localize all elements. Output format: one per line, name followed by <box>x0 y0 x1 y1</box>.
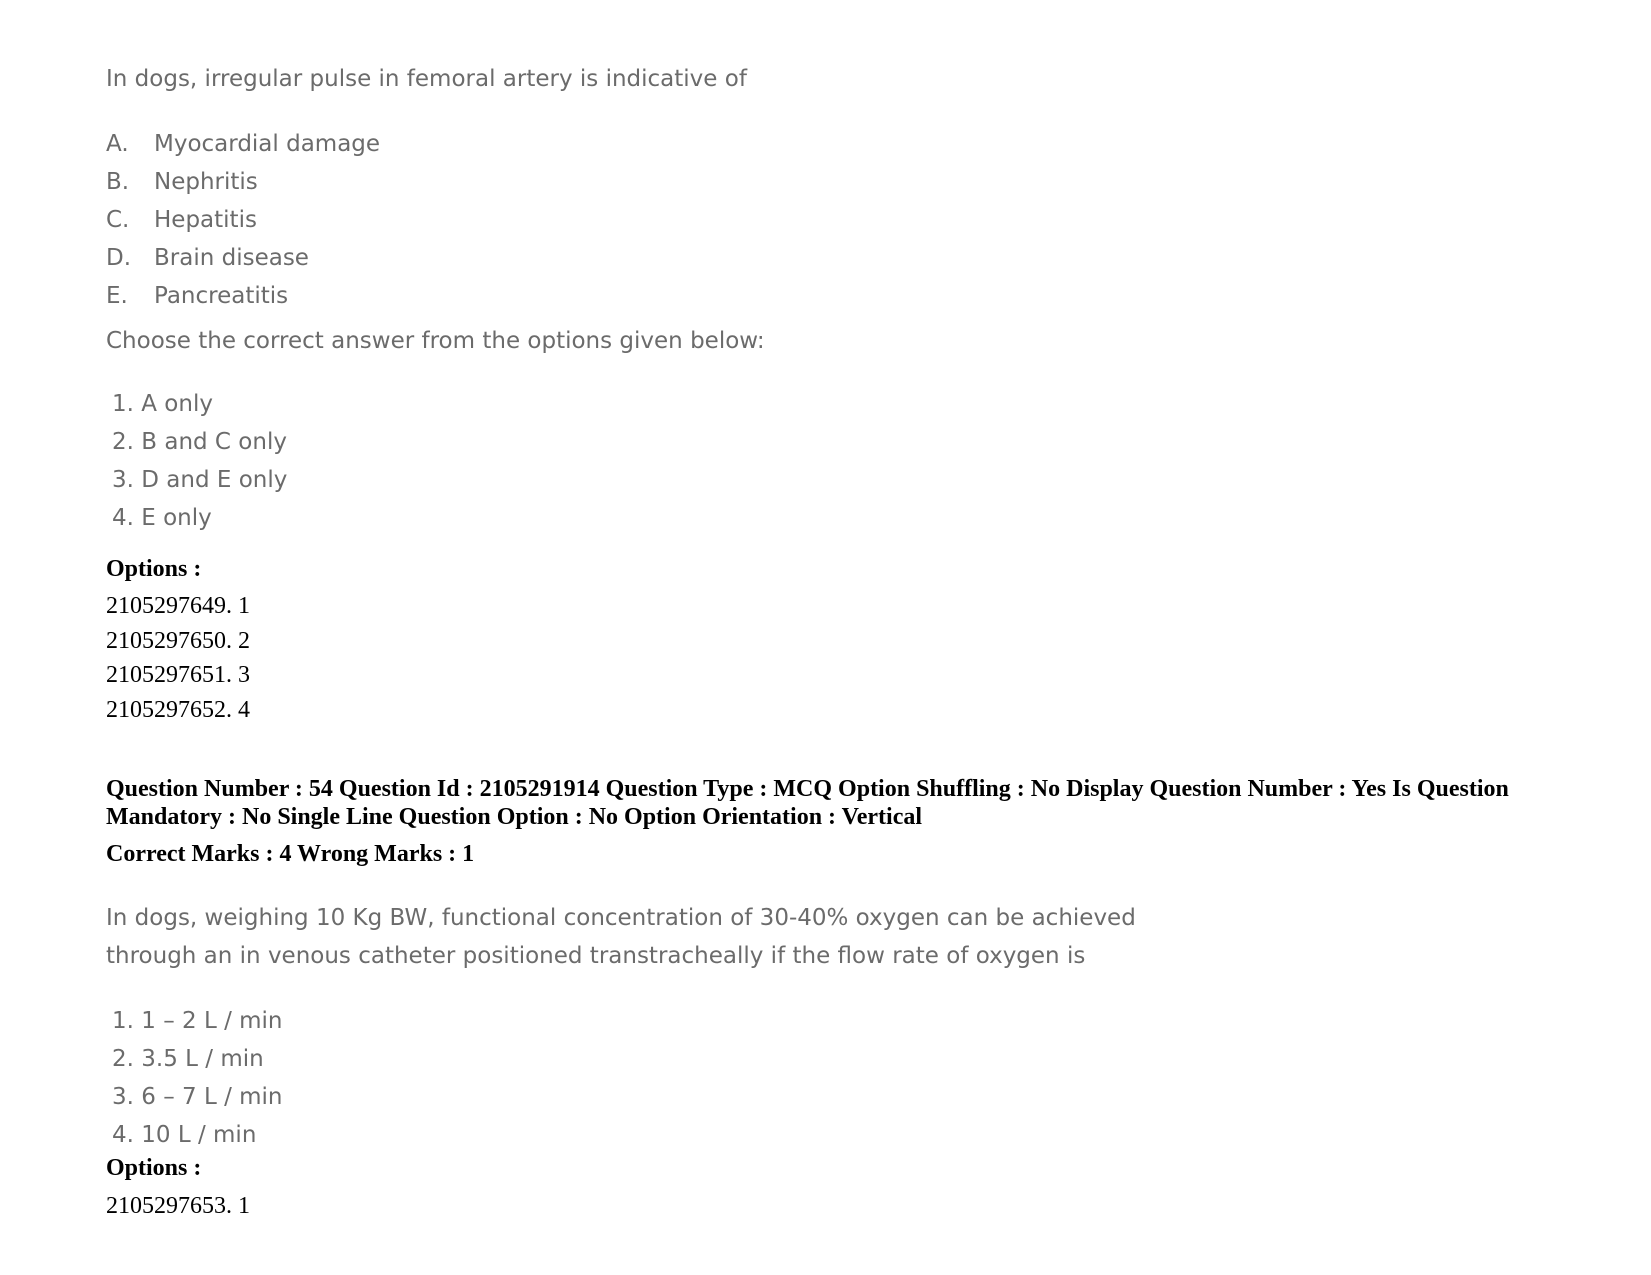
statement-item <box>106 163 380 201</box>
question-53-options <box>106 589 250 727</box>
statement-letter: D. <box>106 245 132 271</box>
choice-item: 2. 3.5 L / min <box>112 1046 264 1072</box>
question-53-statements <box>106 125 380 315</box>
statement-text: Pancreatitis <box>154 283 289 309</box>
choice-item: 4. E only <box>112 505 212 531</box>
option-id-item: 2105297652. 4 <box>106 696 250 723</box>
statement-letter: E. <box>106 283 128 309</box>
statement-text: Brain disease <box>154 245 309 271</box>
option-id-item: 2105297653. 1 <box>106 1193 250 1219</box>
options-heading: Options : <box>106 1155 202 1181</box>
statement-letter: C. <box>106 207 130 233</box>
choice-item: 2. B and C only <box>112 429 287 455</box>
statement-letter: B. <box>106 169 130 195</box>
options-heading: Options : <box>106 556 202 582</box>
question-54-choices <box>112 1002 283 1154</box>
choice-item: 1. A only <box>112 391 213 417</box>
option-id-item: 2105297651. 3 <box>106 662 250 688</box>
choice-item: 4. 10 L / min <box>112 1122 257 1148</box>
option-id-item: 2105297650. 2 <box>106 627 250 654</box>
question-54-meta: Question Number : 54 Question Id : 2105291914 Question Type : MCQ Option Shuffling : No Display Question Number : Yes Is Question Mandatory : No Single Line Question Option : No Option Orientation : Vertical <box>106 776 1509 830</box>
statement-item <box>106 201 380 239</box>
statement-text: Hepatitis <box>154 207 257 233</box>
statement-item <box>106 125 380 163</box>
statement-item <box>106 239 380 277</box>
option-id-item: 2105297649. 1 <box>106 593 250 619</box>
question-54-stem-line2: through an in venous catheter positioned transtracheally if the flow rate of oxygen is <box>106 943 1086 969</box>
choice-item: 3. D and E only <box>112 467 288 493</box>
choice-item: 1. 1 – 2 L / min <box>112 1008 283 1034</box>
statement-text: Myocardial damage <box>154 131 381 157</box>
question-53-instruction: Choose the correct answer from the options given below: <box>106 328 765 354</box>
statement-text: Nephritis <box>154 169 258 195</box>
statement-item <box>106 277 380 315</box>
question-53-stem: In dogs, irregular pulse in femoral artery is indicative of <box>106 66 747 92</box>
choice-item: 3. 6 – 7 L / min <box>112 1084 283 1110</box>
question-54-marks: Correct Marks : 4 Wrong Marks : 1 <box>106 841 475 867</box>
question-54-stem-line1: In dogs, weighing 10 Kg BW, functional concentration of 30-40% oxygen can be achieved <box>106 905 1136 931</box>
statement-letter: A. <box>106 131 129 157</box>
question-53-choices <box>112 385 287 537</box>
question-54-options <box>106 1189 250 1224</box>
